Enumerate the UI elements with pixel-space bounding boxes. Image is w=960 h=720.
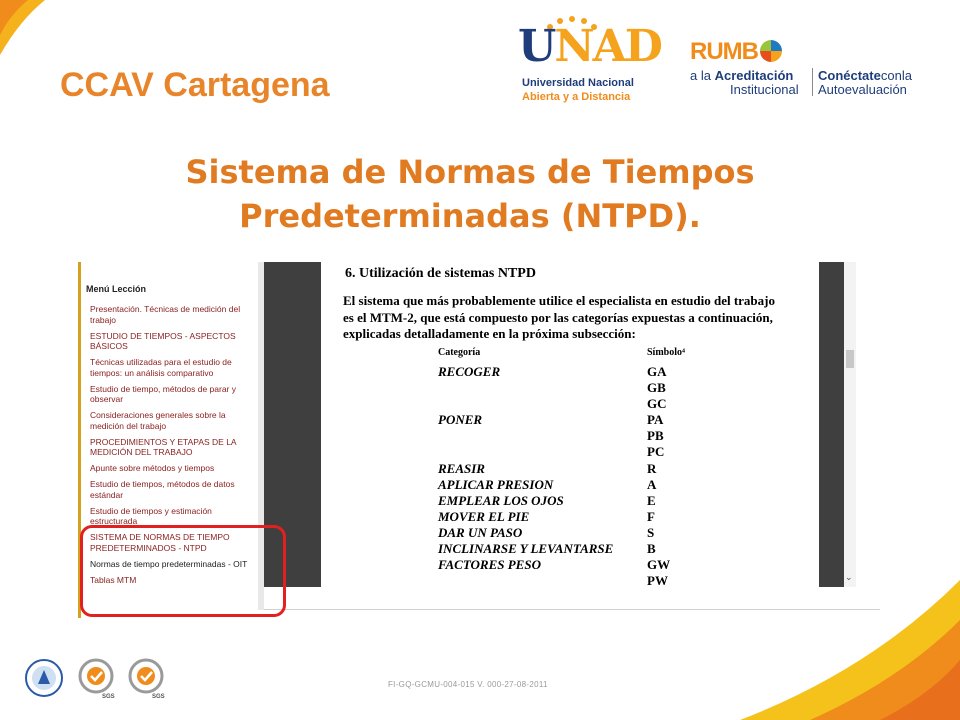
- symbol-e: E: [647, 493, 656, 508]
- category-poner: PONER: [438, 412, 483, 427]
- rumbo-right-line1: [818, 68, 912, 83]
- menu-item-procedimientos[interactable]: PROCEDIMIENTOS Y ETAPAS DE LA MEDICIÓN DEL TRABAJO: [90, 436, 237, 457]
- unad-letters-nad: NAD: [554, 21, 661, 72]
- rumbo-right1-bold: Conéctate: [818, 68, 881, 83]
- rumbo-line2-bold: Acreditación: [714, 68, 794, 83]
- footer-document-code: FI-GQ-GCMU-004-015 V. 000-27-08-2011: [388, 680, 548, 689]
- symbol-pw: PW: [647, 573, 668, 588]
- rumbo-globe-icon: [760, 40, 782, 62]
- red-highlight-annotation: [80, 525, 286, 617]
- symbol-a: A: [647, 477, 657, 492]
- document-heading: 6. Utilización de sistemas NTPD: [345, 266, 536, 281]
- document-paragraph: El sistema que más probablemente utilice el especialista en estudio del trabajo es el MTM-2, que está compuesto por las categorías expuestas a continuación, explicadas detalladamente en la próxima subsección:: [343, 293, 775, 341]
- unad-logo: [518, 15, 661, 107]
- menu-item-consideraciones[interactable]: Consideraciones generales sobre la medición del trabajo: [90, 410, 226, 431]
- scroll-down-arrow-icon[interactable]: ⌄: [845, 572, 853, 582]
- symbol-pa: PA: [647, 412, 664, 427]
- category-dar-paso: DAR UN PASO: [438, 525, 523, 540]
- symbol-pc: PC: [647, 444, 665, 459]
- menu-item-estimacion-estructurada[interactable]: Estudio de tiempos y estimación estructurada: [90, 505, 212, 526]
- rumbo-line3: Institucional: [730, 82, 799, 97]
- menu-item-tablas-mtm[interactable]: Tablas MTM: [90, 574, 137, 585]
- unad-name-line2: Abierta y a Distancia: [522, 91, 631, 103]
- slide-title-line2: Predeterminadas (NTPD).: [239, 197, 701, 235]
- rumbo-word-text: RUMB: [690, 38, 758, 65]
- menu-item-estudio-tiempos-aspectos[interactable]: ESTUDIO DE TIEMPOS - ASPECTOS BÁSICOS: [90, 330, 236, 351]
- rumbo-divider: [812, 68, 813, 96]
- menu-item-parar-observar[interactable]: Estudio de tiempo, métodos de parar y observar: [90, 383, 236, 404]
- rumbo-logo: [690, 38, 930, 98]
- corner-decoration-top-left: [0, 0, 60, 60]
- menu-item-presentacion[interactable]: Presentación. Técnicas de medición del trabajo: [90, 304, 241, 325]
- symbol-r: R: [647, 461, 657, 476]
- sgs-label-2: SGS: [152, 694, 165, 700]
- rumbo-wordmark: [690, 38, 782, 66]
- menu-item-apunte-metodos[interactable]: Apunte sobre métodos y tiempos: [90, 463, 215, 473]
- rumbo-right1-rest: conla: [880, 68, 912, 83]
- category-inclinarse: INCLINARSE Y LEVANTARSE: [438, 541, 614, 556]
- sgs-label-1: SGS: [102, 694, 115, 700]
- category-reasir: REASIR: [438, 461, 485, 476]
- menu-title: Menú Lección: [86, 284, 147, 294]
- symbol-f: F: [647, 509, 655, 524]
- category-recoger: RECOGER: [438, 364, 501, 379]
- certification-seal-icon-2: [126, 658, 166, 698]
- rumbo-line2-prefix: a la: [690, 68, 715, 83]
- symbol-ga: GA: [647, 364, 667, 379]
- unad-wordmark: [518, 21, 661, 72]
- symbol-b: B: [647, 541, 656, 556]
- screenshot-divider: [258, 609, 880, 610]
- document-scrollbar[interactable]: [844, 262, 856, 587]
- site-title: CCAV Cartagena: [60, 66, 330, 104]
- symbol-gw: GW: [647, 557, 671, 572]
- menu-item-normas-oit[interactable]: Normas de tiempo predeterminadas - OIT: [90, 558, 248, 569]
- category-mover-pie: MOVER EL PIE: [438, 509, 530, 524]
- colombia-seal-icon: [24, 658, 64, 698]
- menu-item-tecnicas-utilizadas[interactable]: Técnicas utilizadas para el estudio de tiempos: un análisis comparativo: [90, 357, 232, 378]
- symbol-s: S: [647, 525, 655, 540]
- unad-letter-u: U: [518, 21, 555, 72]
- category-factores-peso: FACTORES PESO: [438, 557, 541, 572]
- category-emplear-ojos: EMPLEAR LOS OJOS: [438, 493, 564, 508]
- symbol-gc: GC: [647, 396, 667, 411]
- rumbo-line2: [690, 68, 793, 83]
- menu-item-sistema-normas[interactable]: SISTEMA DE NORMAS DE TIEMPO PREDETERMINADOS - NTPD: [90, 532, 230, 553]
- column-header-category: Categoría: [438, 347, 481, 358]
- category-aplicar-presion: APLICAR PRESION: [438, 477, 554, 492]
- menu-item-datos-estandar[interactable]: Estudio de tiempos, métodos de datos estándar: [90, 479, 235, 500]
- slide-title: [150, 150, 790, 238]
- certification-seal-icon: [76, 658, 116, 698]
- rumbo-right-line2: Autoevaluación: [818, 82, 907, 97]
- unad-name-line1: Universidad Nacional: [522, 77, 634, 89]
- symbol-pb: PB: [647, 428, 664, 443]
- footer-logos: [24, 658, 174, 704]
- column-header-symbol: Símbolo⁴: [647, 347, 686, 358]
- document-viewer-margin-right: [819, 262, 844, 587]
- symbol-gb: GB: [647, 380, 666, 395]
- slide-title-line1: Sistema de Normas de Tiempos: [185, 153, 755, 191]
- document-scrollbar-thumb[interactable]: [846, 350, 854, 368]
